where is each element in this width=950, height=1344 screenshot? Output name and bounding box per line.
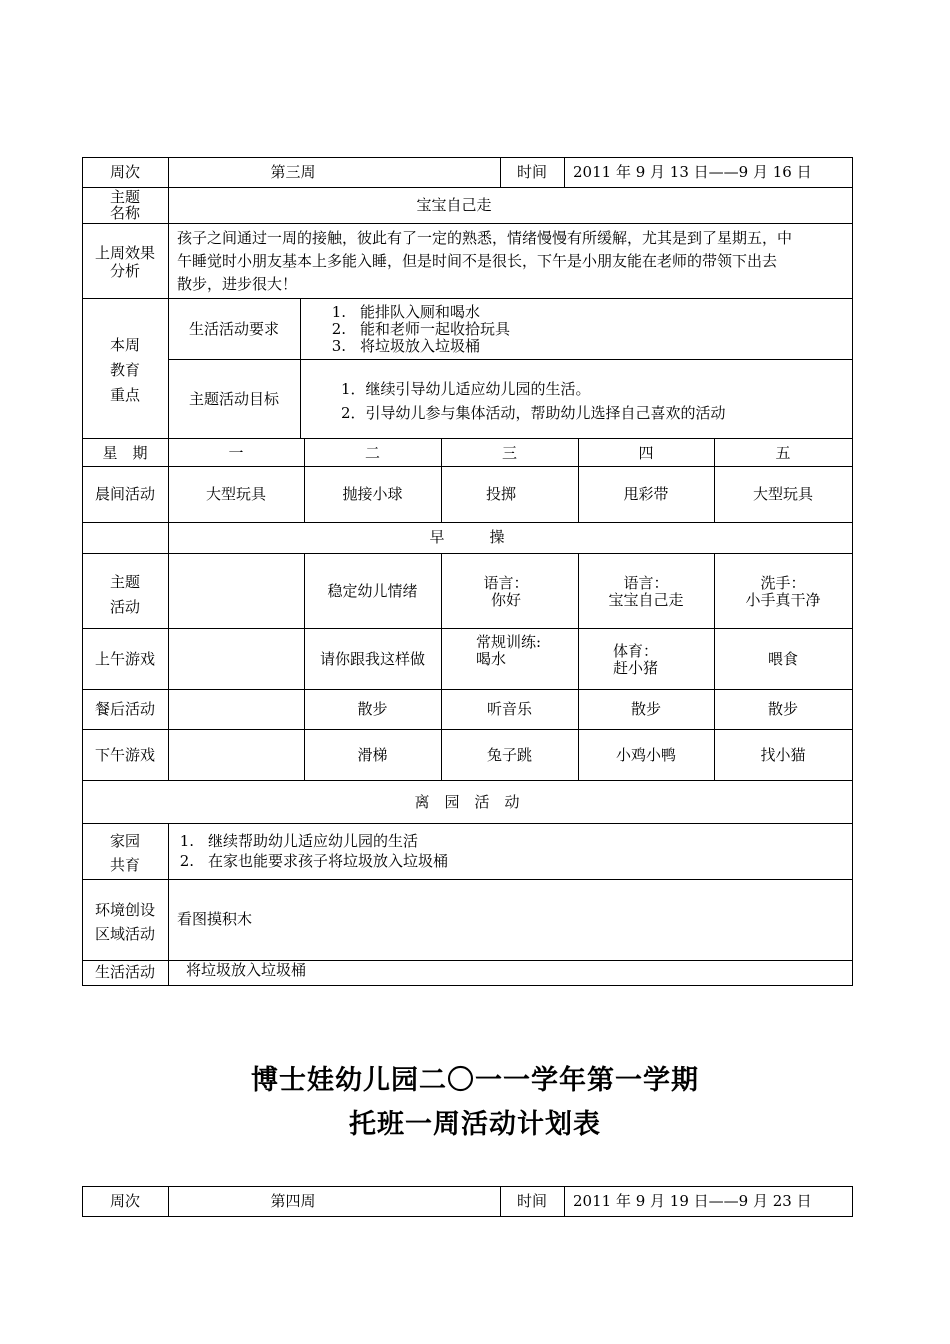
- theme-activity-label: 主题 活动: [109, 573, 140, 616]
- list-item: 1. 继续帮助幼儿适应幼儿园的生活: [179, 832, 419, 850]
- life-activity-value: 将垃圾放入垃圾桶: [186, 961, 307, 979]
- time-value: 2011 年 9 月 13 日——9 月 16 日: [573, 163, 812, 181]
- list-item: 1. 能排队入厕和喝水: [331, 303, 481, 321]
- table-cell: 常规训练: 喝水: [476, 633, 542, 668]
- table-cell: 体育： 赶小猪: [613, 642, 659, 677]
- weekday-header: 一: [228, 444, 244, 462]
- week-value: 第四周: [270, 1192, 316, 1210]
- table-cell: 滑梯: [357, 746, 388, 764]
- weekday-header: 二: [364, 444, 380, 462]
- table-cell: 小鸡小鸭: [615, 746, 676, 764]
- theme-label: 主题 名称: [109, 188, 140, 222]
- life-requirement-label: 生活活动要求: [188, 320, 279, 338]
- time-value: 2011 年 9 月 19 日——9 月 23 日: [573, 1192, 812, 1210]
- weekday-header: 四: [638, 444, 654, 462]
- morning-exercise-row: 早 操: [429, 528, 505, 546]
- list-item: 2. 在家也能要求孩子将垃圾放入垃圾桶: [179, 852, 449, 870]
- morning-label: 晨间活动: [94, 485, 155, 503]
- table-cell: 兔子跳: [486, 746, 532, 764]
- weekday-header: 三: [501, 444, 517, 462]
- life-requirement-list: [318, 304, 510, 355]
- table-cell: 语言： 你好: [483, 574, 529, 609]
- week-value: 第三周: [270, 163, 316, 181]
- document-title: 博士娃幼儿园二〇一一学年第一学期: [251, 1065, 699, 1096]
- table-cell: 散步: [767, 700, 798, 718]
- life-activity-label: 生活活动: [94, 963, 155, 981]
- table-cell: 洗手： 小手真干净: [745, 574, 821, 609]
- am-game-label: 上午游戏: [94, 650, 155, 668]
- week-label: 周次: [109, 163, 140, 181]
- table-cell: 大型玩具: [752, 485, 813, 503]
- table-cell: 请你跟我这样做: [319, 650, 425, 668]
- table-cell: 散步: [357, 700, 388, 718]
- after-meal-label: 餐后活动: [94, 700, 155, 718]
- table-cell: 大型玩具: [205, 485, 266, 503]
- weekday-header: 五: [775, 444, 791, 462]
- review-label: 上周效果 分析: [94, 244, 155, 280]
- theme-goal-list: [341, 377, 726, 425]
- list-item: 2. 能和老师一起收拾玩具: [331, 320, 511, 338]
- table-cell: 喂食: [767, 650, 798, 668]
- time-label: 时间: [516, 1192, 547, 1210]
- table-cell: 听音乐: [486, 700, 532, 718]
- environment-label: 环境创设 区域活动: [94, 901, 155, 943]
- time-label: 时间: [516, 163, 547, 181]
- table-cell: 语言： 宝宝自己走: [608, 574, 684, 609]
- home-cooperation-list: [166, 831, 448, 871]
- week-label: 周次: [109, 1192, 140, 1210]
- environment-value: 看图摸积木: [177, 910, 253, 928]
- list-item: 1．继续引导幼儿适应幼儿园的生活。: [341, 380, 591, 398]
- table-cell: 散步: [630, 700, 661, 718]
- home-cooperation-label: 家园 共育: [109, 832, 140, 874]
- theme-goal-label: 主题活动目标: [188, 390, 279, 408]
- pm-game-label: 下午游戏: [94, 746, 155, 764]
- list-item: 3. 将垃圾放入垃圾桶: [331, 337, 481, 355]
- table-cell: 抛接小球: [342, 485, 403, 503]
- weekday-label: 星 期: [102, 444, 148, 462]
- document-subtitle: 托班一周活动计划表: [349, 1109, 601, 1140]
- table-cell: 甩彩带: [623, 485, 669, 503]
- table-cell: 稳定幼儿情绪: [327, 582, 418, 600]
- table-cell: 投掷: [485, 485, 516, 503]
- theme-value: 宝宝自己走: [416, 196, 492, 214]
- review-text: 孩子之间通过一周的接触，彼此有了一定的熟悉，情绪慢慢有所缓解，尤其是到了星期五，中 午睡觉时小朋友基本上多能入睡，但是时间不是很长，下午是小朋友能在老师的带领下出去 散步，进步很大！: [177, 229, 793, 293]
- list-item: 2．引导幼儿参与集体活动，帮助幼儿选择自己喜欢的活动: [341, 404, 726, 422]
- leave-activity-row: 离 园 活 动: [414, 793, 520, 811]
- table-cell: 找小猫: [760, 746, 806, 764]
- focus-label: 本周 教育 重点: [109, 336, 140, 404]
